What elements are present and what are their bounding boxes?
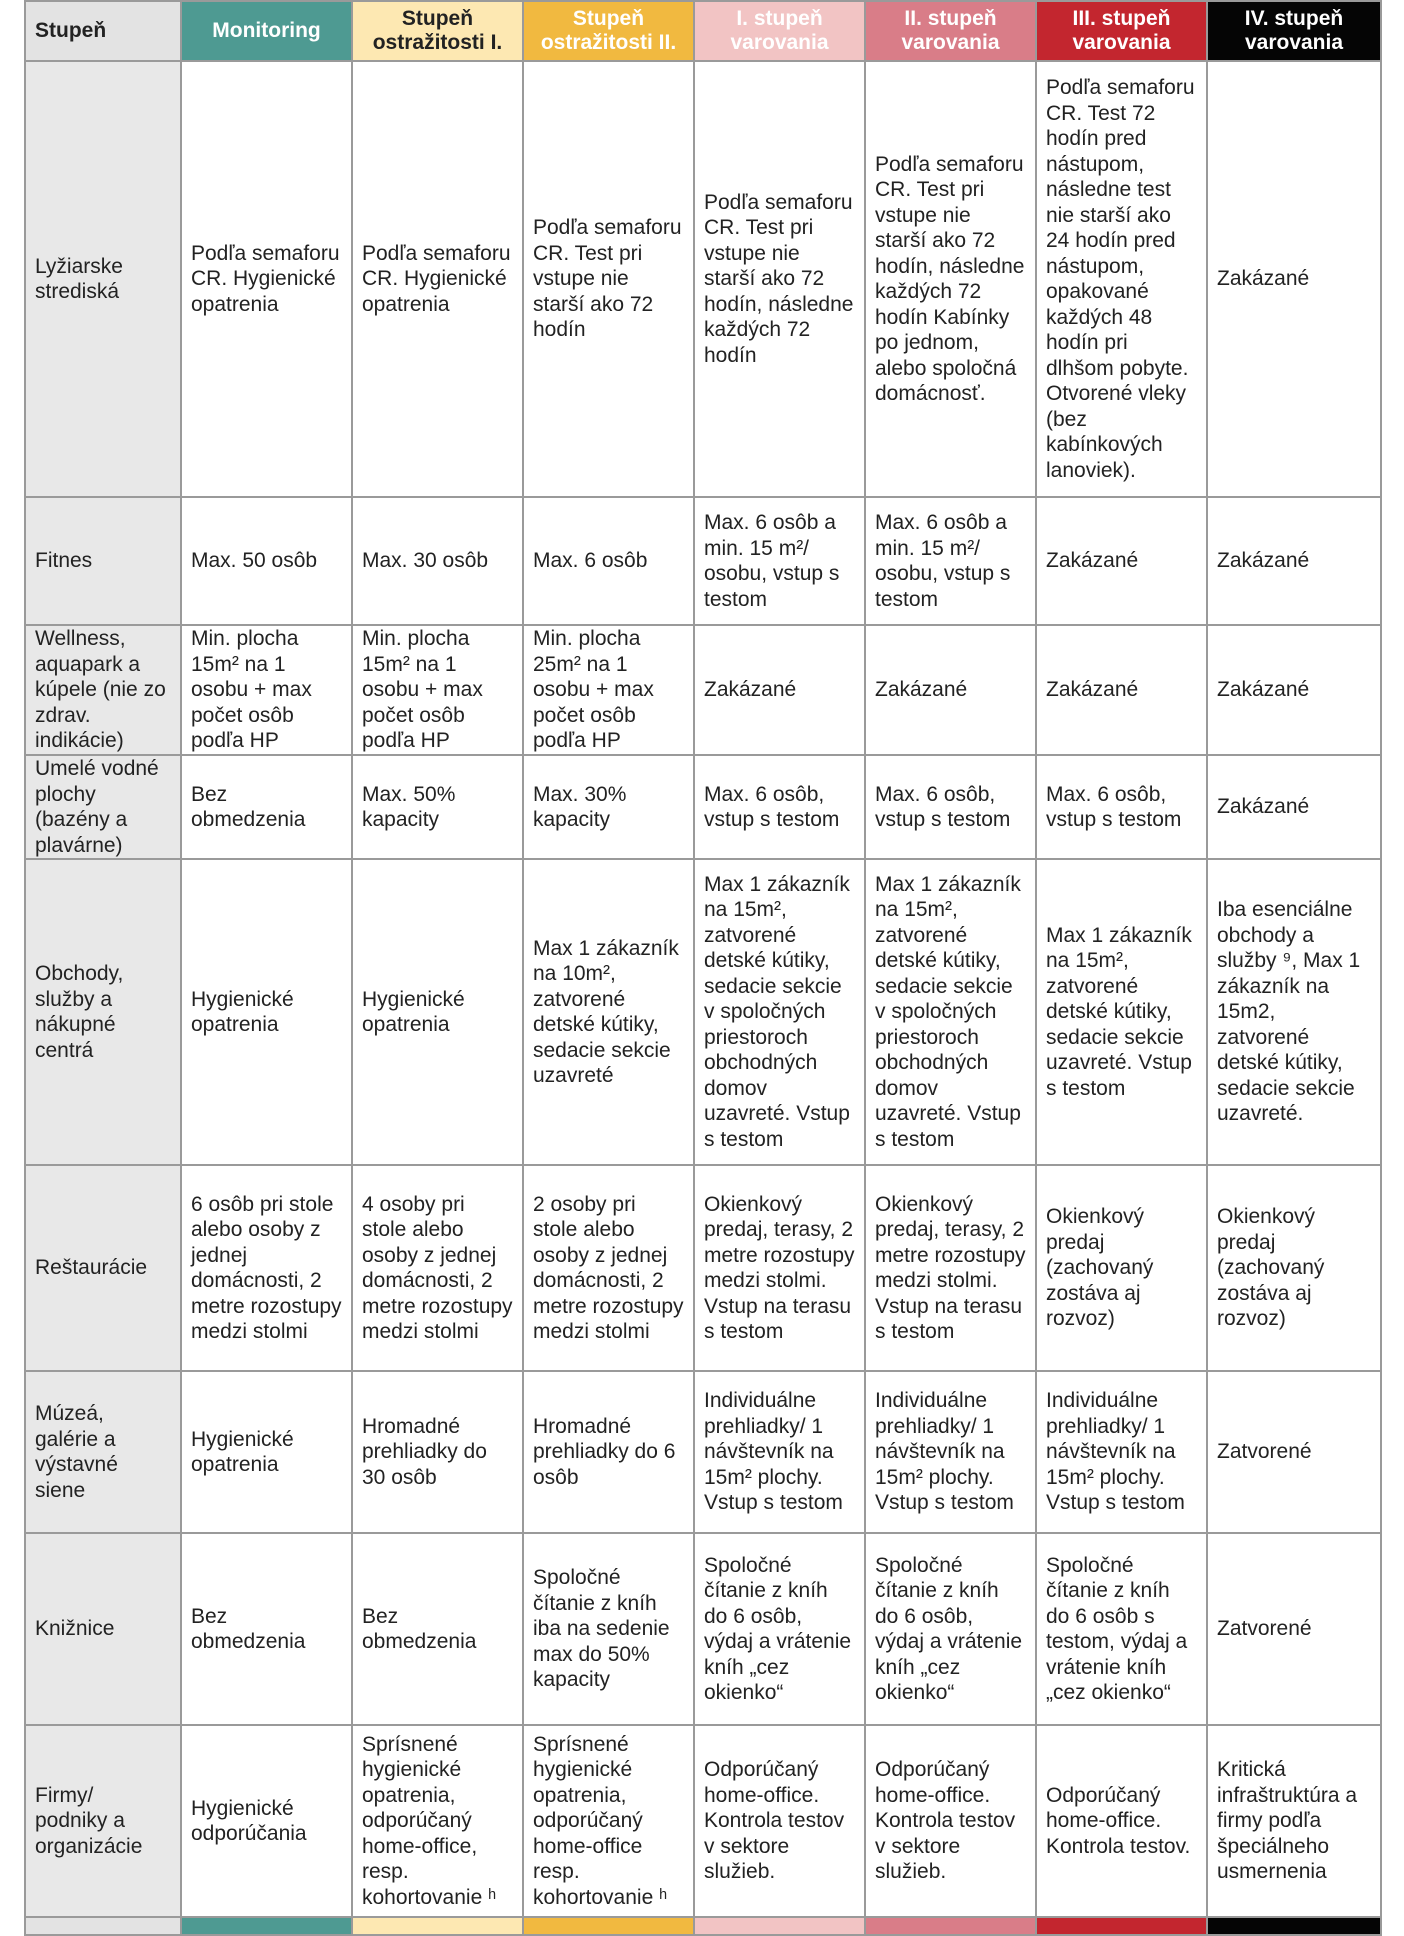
table-cell: Okienkový predaj, terasy, 2 metre rozostupy medzi stolmi. Vstup na terasu s testom [694, 1165, 865, 1371]
table-cell: Zakázané [694, 625, 865, 755]
header-cell-monitoring: Monitoring [181, 1, 352, 61]
table-row [25, 1533, 1381, 1725]
table-cell: Spoločné čítanie z kníh do 6 osôb, výdaj a vrátenie kníh „cez okienko“ [694, 1533, 865, 1725]
table-cell: Odporúčaný home-office. Kontrola testov v sektore služieb. [865, 1725, 1036, 1917]
table-cell: Hygienické odporúčania [181, 1725, 352, 1917]
table-row [25, 755, 1381, 859]
table-cell: Podľa semaforu CR. Test pri vstupe nie starší ako 72 hodín [523, 61, 694, 497]
table-cell: Max. 6 osôb, vstup s testom [694, 755, 865, 859]
table-cell: Bez obmedzenia [181, 755, 352, 859]
table-cell: Zakázané [1036, 625, 1207, 755]
table-cell: Sprísnené hygienické opatrenia, odporúčaný home-office, resp. kohortovanie ʰ [352, 1725, 523, 1917]
table-cell: Hygienické opatrenia [181, 859, 352, 1165]
row-label-restaurants: Reštaurácie [25, 1165, 181, 1371]
table-cell: 4 osoby pri stole alebo osoby z jednej domácnosti, 2 metre rozostupy medzi stolmi [352, 1165, 523, 1371]
row-label-pools: Umelé vodné plochy (bazény a plavárne) [25, 755, 181, 859]
table-cell: Zakázané [1207, 755, 1381, 859]
row-label-libraries: Knižnice [25, 1533, 181, 1725]
table-cell: Max. 6 osôb a min. 15 m²/ osobu, vstup s testom [865, 497, 1036, 625]
table-cell: Max. 30% kapacity [523, 755, 694, 859]
table-cell: Max. 6 osôb, vstup s testom [1036, 755, 1207, 859]
table-cell: Max. 50 osôb [181, 497, 352, 625]
table-row [25, 61, 1381, 497]
table-cell: Odporúčaný home-office. Kontrola testov. [1036, 1725, 1207, 1917]
table-cell: 6 osôb pri stole alebo osoby z jednej domácnosti, 2 metre rozostupy medzi stolmi [181, 1165, 352, 1371]
table-cell: Max. 6 osôb [523, 497, 694, 625]
table-cell: Bez obmedzenia [352, 1533, 523, 1725]
table-cell: Min. plocha 25m² na 1 osobu + max počet osôb podľa HP [523, 625, 694, 755]
table-cell: Max. 30 osôb [352, 497, 523, 625]
table-cell: Zakázané [1036, 497, 1207, 625]
table-cell: Spoločné čítanie z kníh do 6 osôb s testom, výdaj a vrátenie kníh „cez okienko“ [1036, 1533, 1207, 1725]
table-cell: Min. plocha 15m² na 1 osobu + max počet osôb podľa HP [352, 625, 523, 755]
row-label-companies: Firmy/ podniky a organizácie [25, 1725, 181, 1917]
table-cell: Podľa semaforu CR. Test pri vstupe nie starší ako 72 hodín, následne každých 72 hodín Kabínky po jednom, alebo spoločná domácnosť. [865, 61, 1036, 497]
table-cell: Spoločné čítanie z kníh iba na sedenie max do 50% kapacity [523, 1533, 694, 1725]
row-label-fitness: Fitnes [25, 497, 181, 625]
table-row [25, 1371, 1381, 1533]
table-cell: Spoločné čítanie z kníh do 6 osôb, výdaj a vrátenie kníh „cez okienko“ [865, 1533, 1036, 1725]
row-label-wellness: Wellness, aquapark a kúpele (nie zo zdrav. indikácie) [25, 625, 181, 755]
document-page [24, 0, 1380, 1920]
table-cell: Individuálne prehliadky/ 1 návštevník na 15m² plochy. Vstup s testom [865, 1371, 1036, 1533]
table-cell: Podľa semaforu CR. Hygienické opatrenia [181, 61, 352, 497]
row-label-shops: Obchody, služby a nákupné centrá [25, 859, 181, 1165]
table-cell: Zatvorené [1207, 1533, 1381, 1725]
table-cell: Podľa semaforu CR. Hygienické opatrenia [352, 61, 523, 497]
table-cell: Zakázané [1207, 497, 1381, 625]
table-cell: 2 osoby pri stole alebo osoby z jednej domácnosti, 2 metre rozostupy medzi stolmi [523, 1165, 694, 1371]
table-cell: Zatvorené [1207, 1371, 1381, 1533]
header-cell-stage: Stupeň [25, 1, 181, 61]
table-row [25, 859, 1381, 1165]
header-cell-warning-3: III. stupeň varovania [1036, 1, 1207, 61]
header-row [25, 1, 1381, 61]
table-cell: Zakázané [1207, 625, 1381, 755]
table-cell: Bez obmedzenia [181, 1533, 352, 1725]
table-cell: Individuálne prehliadky/ 1 návštevník na 15m² plochy. Vstup s testom [694, 1371, 865, 1533]
table-row [25, 625, 1381, 755]
table-row [25, 1725, 1381, 1917]
table-row [25, 497, 1381, 625]
header-cell-warning-2: II. stupeň varovania [865, 1, 1036, 61]
row-label-ski-resorts: Lyžiarske strediská [25, 61, 181, 497]
table-cell: Max. 6 osôb a min. 15 m²/ osobu, vstup s testom [694, 497, 865, 625]
table-cell: Hygienické opatrenia [181, 1371, 352, 1533]
table-cell: Max 1 zákazník na 15m², zatvorené detské kútiky, sedacie sekcie v spoločných priestoroch obchodných domov uzavreté. Vstup s testom [694, 859, 865, 1165]
table-cell: Odporúčaný home-office. Kontrola testov v sektore služieb. [694, 1725, 865, 1917]
measures-table [24, 0, 1382, 1936]
table-cell: Hygienické opatrenia [352, 859, 523, 1165]
table-cell: Max 1 zákazník na 15m², zatvorené detské kútiky, sedacie sekcie v spoločných priestoroch obchodných domov uzavreté. Vstup s testom [865, 859, 1036, 1165]
row-label-museums: Múzeá, galérie a výstavné siene [25, 1371, 181, 1533]
table-cell: Max. 6 osôb, vstup s testom [865, 755, 1036, 859]
table-cell: Max. 50% kapacity [352, 755, 523, 859]
header-cell-warning-4: IV. stupeň varovania [1207, 1, 1381, 61]
table-cell: Podľa semaforu CR. Test pri vstupe nie starší ako 72 hodín, následne každých 72 hodín [694, 61, 865, 497]
header-cell-alert-2: Stupeň ostražitosti II. [523, 1, 694, 61]
table-row [25, 1165, 1381, 1371]
table-cell: Sprísnené hygienické opatrenia, odporúčaný home-office resp. kohortovanie ʰ [523, 1725, 694, 1917]
table-cell: Okienkový predaj, terasy, 2 metre rozostupy medzi stolmi. Vstup na terasu s testom [865, 1165, 1036, 1371]
table-cell: Zakázané [865, 625, 1036, 755]
table-cell: Hromadné prehliadky do 30 osôb [352, 1371, 523, 1533]
table-cell: Individuálne prehliadky/ 1 návštevník na 15m² plochy. Vstup s testom [1036, 1371, 1207, 1533]
table-cell: Zakázané [1207, 61, 1381, 497]
table-cell: Min. plocha 15m² na 1 osobu + max počet osôb podľa HP [181, 625, 352, 755]
header-cell-alert-1: Stupeň ostražitosti I. [352, 1, 523, 61]
table-cell: Okienkový predaj (zachovaný zostáva aj rozvoz) [1207, 1165, 1381, 1371]
table-cell: Podľa semaforu CR. Test 72 hodín pred nástupom, následne test nie starší ako 24 hodín pred nástupom, opakované každých 48 hodín pri dlhšom pobyte. Otvorené vleky (bez kabínkových lanoviek). [1036, 61, 1207, 497]
table-cell: Max 1 zákazník na 15m², zatvorené detské kútiky, sedacie sekcie uzavreté. Vstup s testom [1036, 859, 1207, 1165]
header-cell-warning-1: I. stupeň varovania [694, 1, 865, 61]
table-cell: Kritická infraštruktúra a firmy podľa špeciálneho usmernenia [1207, 1725, 1381, 1917]
table-cell: Okienkový predaj (zachovaný zostáva aj rozvoz) [1036, 1165, 1207, 1371]
table-cell: Iba esenciálne obchody a služby ⁹, Max 1 zákazník na 15m2, zatvorené detské kútiky, sedacie sekcie uzavreté. [1207, 859, 1381, 1165]
table-cell: Max 1 zákazník na 10m², zatvorené detské kútiky, sedacie sekcie uzavreté [523, 859, 694, 1165]
table-cell: Hromadné prehliadky do 6 osôb [523, 1371, 694, 1533]
